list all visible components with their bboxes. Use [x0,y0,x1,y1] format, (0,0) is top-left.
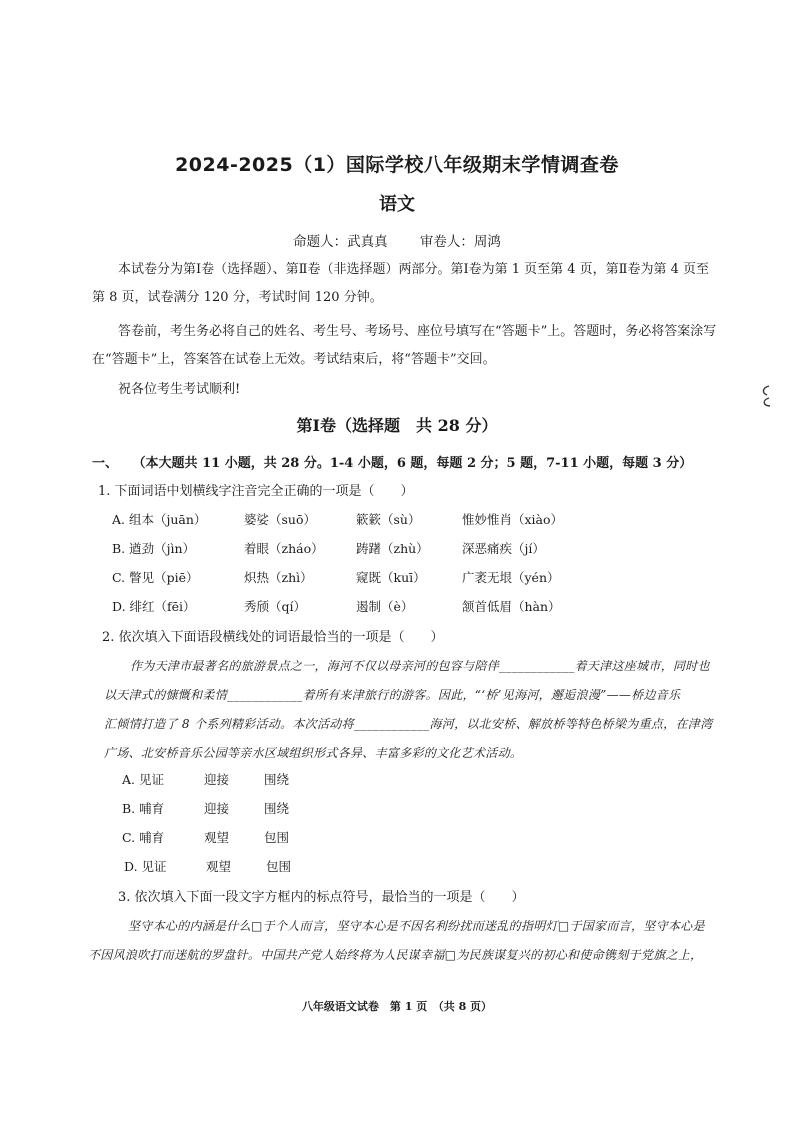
q1-option-b: B. 遒劲（jìn） [112,541,196,556]
q2-passage-line: 以天津式的慷慨和柔情____________着所有来津旅行的游客。因此，“‘桥’见海河，邂逅浪漫”——桥边音乐 [104,688,681,702]
q2-passage-line: 作为天津市最著名的旅游景点之一，海河不仅以母亲河的包容与陪伴____________着天津这座城市，同时也 [130,659,710,673]
part-description: （本大题共 11 小题，共 28 分。1-4 小题，6 题，每题 2 分；5 题，7-11 小题，每题 3 分） [132,456,693,471]
q3-passage-line: 坚守本心的内涵是什么□于个人而言，坚守本心是不因名利纷扰而迷乱的指明灯□于国家而言，坚守本心是 [128,919,705,933]
question-1-stem: 1. 下面词语中划横线字注音完全正确的一项是（ ） [98,484,414,499]
q2-option-a-word: 迎接 [204,772,230,787]
q1-option-c: C. 瞥见（piē） [112,570,199,585]
q2-option-a: A. 见证 [122,772,164,787]
q2-passage-line: 汇倾情打造了 8 个系列精彩活动。本次活动将____________海河，以北安桥、解放桥等特色桥梁为重点，在津湾 [104,717,713,731]
q1-option-d-word: 秀颀（qí） [244,599,306,614]
q1-option-b-word: 着眼（zháo） [244,541,324,556]
part-label: 一、 [92,456,119,471]
part-heading [92,452,692,471]
question-3-stem: 3. 依次填入下面一段文字方框内的标点符号，最恰当的一项是（ ） [118,890,525,905]
q1-option-b-word: 踌躇（zhù） [356,541,429,556]
q2-passage-line: 广场、北安桥音乐公园等亲水区域组织形式各异、丰富多彩的文化艺术活动。 [104,746,523,760]
q1-option-a-word: 婆娑（suō） [244,512,316,527]
instruction-line: 在“答题卡”上，答案答在试卷上无效。考试结束后，将“答题卡”交回。 [92,352,496,367]
q2-option-d-word: 观望 [206,859,232,874]
q2-option-d-word: 包围 [266,859,292,874]
q1-option-a-word: 簌簌（sù） [356,512,421,527]
author: 命题人：武真真 [293,234,388,250]
instruction-line: 答卷前，考生务必将自己的姓名、考生号、考场号、座位号填写在“答题卡”上。答题时，务必将答案涂写 [118,324,717,339]
q2-option-b-word: 围绕 [264,801,290,816]
q1-option-d-word: 颔首低眉（hàn） [462,599,561,614]
q2-option-d: D. 见证 [124,859,167,874]
instruction-line: 祝各位考生考试顺利! [118,382,241,397]
instruction-line: 本试卷分为第Ⅰ卷（选择题）、第Ⅱ卷（非选择题）两部分。第Ⅰ卷为第 1 页至第 4 页，第Ⅱ卷为第 4 页至 [118,262,710,277]
q1-option-b-word: 深恶痛疾（jí） [462,541,545,556]
q3-passage-line: 不因风浪吹打而迷航的罗盘针。中国共产党人始终将为人民谋幸福□为民族谋复兴的初心和使命镌刻于党旗之上， [88,948,703,962]
page-footer: 八年级语文试卷 第 1 页 （共 8 页） [301,1000,493,1013]
author-line [0,230,794,250]
q2-option-c-word: 观望 [204,830,230,845]
q2-option-b-word: 迎接 [204,801,230,816]
q1-option-c-word: 广袤无垠（yén） [462,570,560,585]
instruction-line: 第 8 页，试卷满分 120 分，考试时间 120 分钟。 [92,290,383,305]
q2-option-c-word: 包围 [264,830,290,845]
scan-mark-icon [758,383,772,409]
q1-option-a-word: 惟妙惟肖（xiào） [462,512,564,527]
q1-option-c-word: 炽热（zhì） [244,570,313,585]
reviewer: 审卷人：周鸿 [419,234,501,250]
q1-option-d: D. 绯红（fēi） [112,599,196,614]
q1-option-a: A. 组本（juān） [112,512,207,527]
q2-option-a-word: 围绕 [264,772,290,787]
q2-option-c: C. 哺育 [122,830,165,845]
question-2-stem: 2. 依次填入下面语段横线处的词语最恰当的一项是（ ） [102,630,444,645]
subject-title: 语文 [379,194,415,215]
q1-option-d-word: 遏制（è） [356,599,414,614]
section-title: 第Ⅰ卷（选择题 共 28 分） [296,416,498,435]
q1-option-c-word: 窥既（kuī） [356,570,426,585]
exam-title: 2024-2025（1）国际学校八年级期末学情调查卷 [175,154,619,176]
q2-option-b: B. 哺育 [122,801,165,816]
